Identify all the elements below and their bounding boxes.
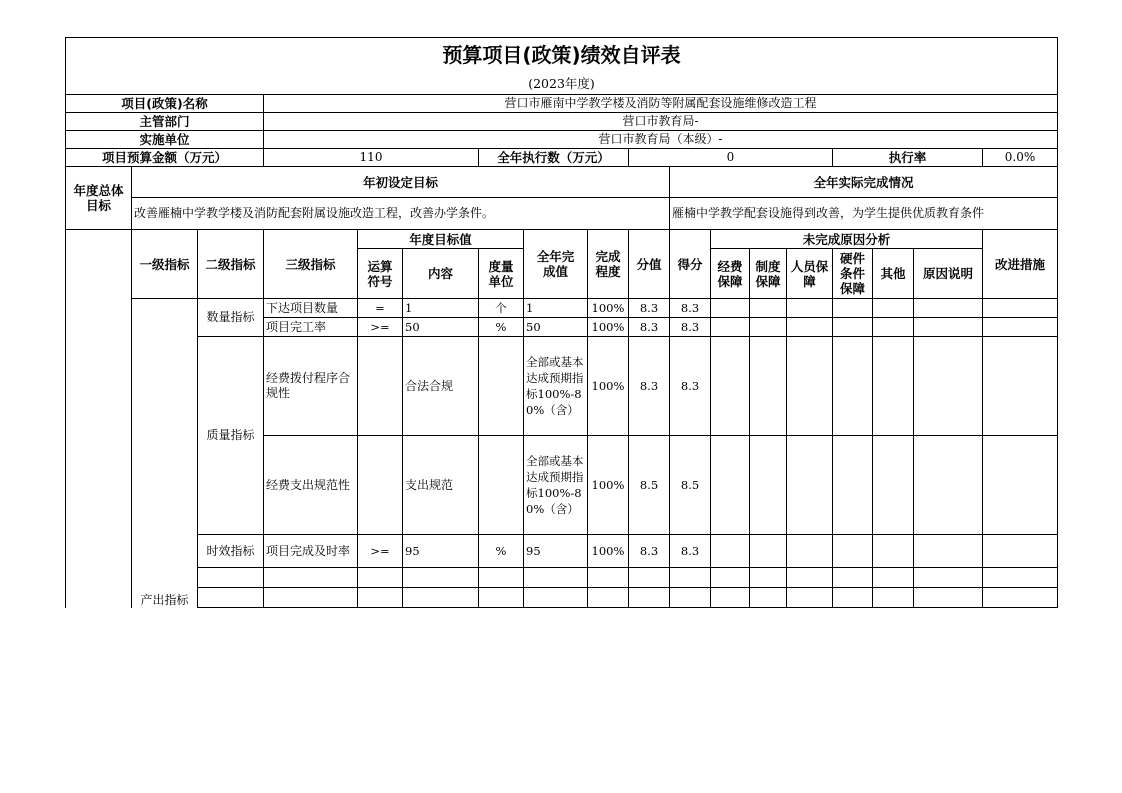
- row-degree: 100%: [588, 318, 629, 337]
- row-score: 8.3: [670, 318, 711, 337]
- table-row: [66, 535, 1058, 568]
- row-unit: [479, 436, 524, 535]
- col-score: 得分: [670, 230, 711, 299]
- row-operator: [358, 436, 403, 535]
- row-degree: 100%: [588, 337, 629, 436]
- row-level3: 经费支出规范性: [264, 436, 358, 535]
- budget-value: 110: [264, 149, 479, 167]
- row-score: 8.3: [670, 535, 711, 568]
- col-reason-other: 其他: [873, 249, 914, 299]
- row-degree: 100%: [588, 535, 629, 568]
- col-completed: 全年完成值: [524, 230, 588, 299]
- performance-sheet: [65, 37, 1057, 607]
- row-level3: 经费拨付程序合规性: [264, 337, 358, 436]
- row-completed: 全部或基本达成预期指标100%-80%（含）: [524, 436, 588, 535]
- row-operator: =: [358, 299, 403, 318]
- col-reason-staff: 人员保障: [787, 249, 833, 299]
- actual-result-header: 全年实际完成情况: [670, 167, 1058, 198]
- actual-result-text: 雁楠中学教学配套设施得到改善，为学生提供优质教育条件: [670, 198, 1058, 230]
- row-completed: 50: [524, 318, 588, 337]
- project-name-label: 项目(政策)名称: [66, 95, 264, 113]
- initial-goal-header: 年初设定目标: [132, 167, 670, 198]
- col-content: 内容: [403, 249, 479, 299]
- table-row: [66, 299, 1058, 318]
- row-unit: %: [479, 535, 524, 568]
- table-row: [66, 337, 1058, 436]
- level1-output: 产出指标: [132, 299, 198, 608]
- col-reason-hardware: 硬件条件保障: [833, 249, 873, 299]
- row-unit: %: [479, 318, 524, 337]
- row-degree: 100%: [588, 436, 629, 535]
- execution-value: 0: [629, 149, 833, 167]
- row-degree: 100%: [588, 299, 629, 318]
- execution-rate-label: 执行率: [833, 149, 983, 167]
- annual-goal-label: 年度总体目标: [66, 167, 132, 230]
- col-operator: 运算符号: [358, 249, 403, 299]
- budget-label: 项目预算金额（万元）: [66, 149, 264, 167]
- row-unit: 个: [479, 299, 524, 318]
- row-content: 1: [403, 299, 479, 318]
- row-score-full: 8.3: [629, 535, 670, 568]
- blank-indicator-cell: [66, 230, 132, 608]
- col-level3: 三级指标: [264, 230, 358, 299]
- row-level3: 下达项目数量: [264, 299, 358, 318]
- project-name-value: 营口市雁南中学教学楼及消防等附属配套设施维修改造工程: [264, 95, 1058, 113]
- row-score-full: 8.3: [629, 337, 670, 436]
- implementer-value: 营口市教育局（本级）-: [264, 131, 1058, 149]
- group-timeliness: 时效指标: [198, 535, 264, 568]
- row-level3: 项目完成及时率: [264, 535, 358, 568]
- col-unit: 度量单位: [479, 249, 524, 299]
- implementer-label: 实施单位: [66, 131, 264, 149]
- row-operator: [358, 337, 403, 436]
- initial-goal-text: 改善雁楠中学教学楼及消防配套附属设施改造工程，改善办学条件。: [132, 198, 670, 230]
- execution-rate-value: 0.0%: [983, 149, 1058, 167]
- row-content: 合法合规: [403, 337, 479, 436]
- col-score-full: 分值: [629, 230, 670, 299]
- row-score-full: 8.3: [629, 318, 670, 337]
- row-operator: >=: [358, 318, 403, 337]
- row-score-full: 8.5: [629, 436, 670, 535]
- row-score: 8.3: [670, 299, 711, 318]
- col-annual-target: 年度目标值: [358, 230, 524, 249]
- group-quantity: 数量指标: [198, 299, 264, 337]
- row-operator: >=: [358, 535, 403, 568]
- evaluation-table: [65, 37, 1058, 608]
- department-label: 主管部门: [66, 113, 264, 131]
- col-reason-desc: 原因说明: [914, 249, 983, 299]
- col-degree: 完成程度: [588, 230, 629, 299]
- row-completed: 1: [524, 299, 588, 318]
- row-completed: 全部或基本达成预期指标100%-80%（含）: [524, 337, 588, 436]
- row-score-full: 8.3: [629, 299, 670, 318]
- row-unit: [479, 337, 524, 436]
- col-improve: 改进措施: [983, 230, 1058, 299]
- col-reason-group: 未完成原因分析: [711, 230, 983, 249]
- row-completed: 95: [524, 535, 588, 568]
- group-quality: 质量指标: [198, 337, 264, 535]
- col-level2: 二级指标: [198, 230, 264, 299]
- row-score: 8.5: [670, 436, 711, 535]
- col-reason-system: 制度保障: [750, 249, 787, 299]
- row-content: 支出规范: [403, 436, 479, 535]
- row-content: 50: [403, 318, 479, 337]
- row-content: 95: [403, 535, 479, 568]
- department-value: 营口市教育局-: [264, 113, 1058, 131]
- report-year: (2023年度): [66, 74, 1058, 95]
- row-score: 8.3: [670, 337, 711, 436]
- page-title: 预算项目(政策)绩效自评表: [66, 38, 1058, 74]
- execution-label: 全年执行数（万元）: [479, 149, 629, 167]
- col-reason-funding: 经费保障: [711, 249, 750, 299]
- row-level3: 项目完工率: [264, 318, 358, 337]
- col-level1: 一级指标: [132, 230, 198, 299]
